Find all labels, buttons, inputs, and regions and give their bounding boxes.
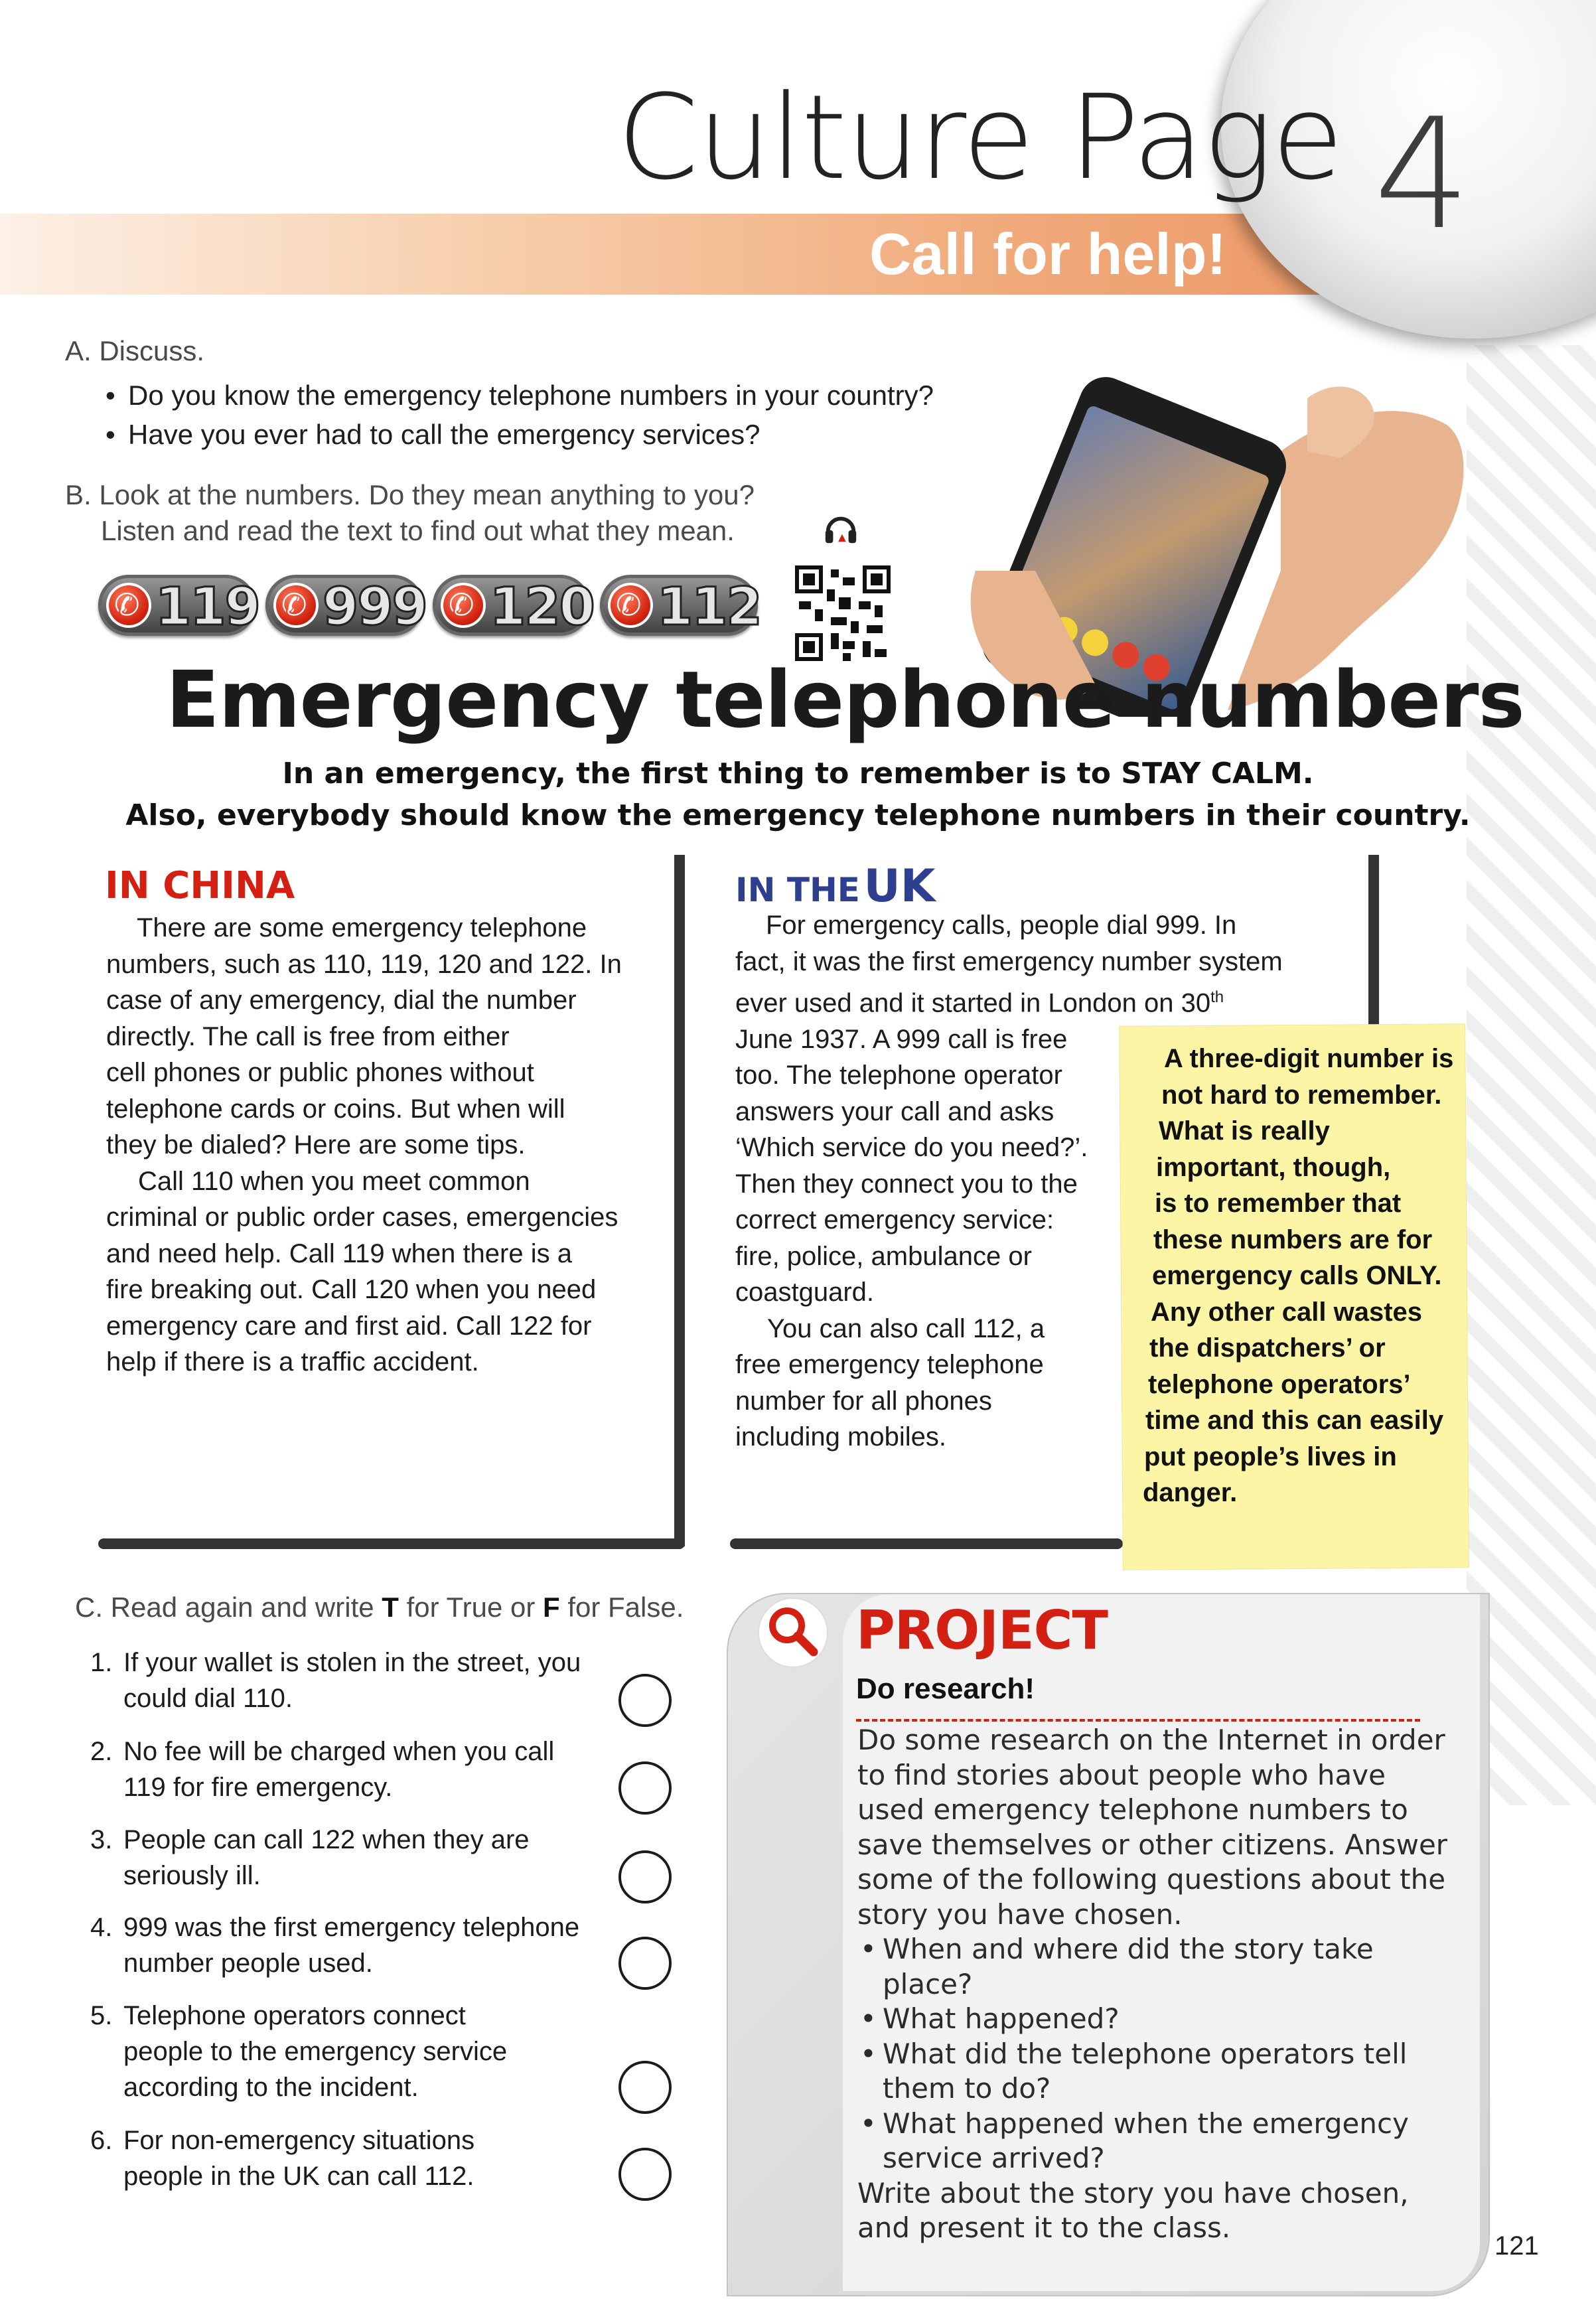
uk-heading-prefix: IN THE — [735, 871, 860, 909]
section-c-label-t: T — [382, 1592, 399, 1623]
project-question-text: place? — [883, 1967, 973, 2000]
note-line: not hard to remember. — [1161, 1080, 1442, 1110]
china-line: telephone cards or coins. But when will — [106, 1094, 565, 1124]
page-subtitle: Call for help! — [869, 221, 1226, 287]
uk-line: fire, police, ambulance or — [735, 1241, 1032, 1271]
answer-circle-4[interactable] — [618, 1937, 672, 1990]
page-title: Culture Page — [617, 70, 1342, 206]
china-line: There are some emergency telephone — [137, 913, 587, 942]
project-line: to find stories about people who have — [857, 1758, 1386, 1791]
china-line: directly. The call is free from either — [106, 1021, 510, 1051]
tf-item-6 — [90, 2123, 474, 2194]
uk-line: number for all phones — [735, 1386, 992, 1416]
tf-item-text: people in the UK can call 112. — [123, 2162, 474, 2191]
project-line: Write about the story you have chosen, — [857, 2176, 1409, 2209]
china-line: case of any emergency, dial the number — [106, 986, 577, 1015]
note-line: A three-digit number is — [1164, 1044, 1454, 1073]
tf-item-text: No fee will be charged when you call — [123, 1737, 555, 1766]
note-line: time and this can easily — [1145, 1406, 1444, 1435]
uk-line: You can also call 112, a — [767, 1313, 1045, 1343]
tf-item-text: If your wallet is stolen in the street, you — [123, 1648, 581, 1677]
note-line: these numbers are for — [1153, 1225, 1433, 1254]
tf-item-text: For non-emergency situations — [123, 2126, 475, 2155]
uk-line: coastguard. — [735, 1278, 875, 1307]
tf-item-2 — [90, 1734, 554, 1805]
project-line: story you have chosen. — [857, 1898, 1183, 1931]
china-line: help if there is a traffic accident. — [106, 1347, 479, 1377]
answer-circle-2[interactable] — [618, 1761, 672, 1815]
magnifier-icon — [757, 1596, 830, 1669]
number-999-pill — [265, 575, 427, 637]
answer-circle-5[interactable] — [618, 2061, 672, 2114]
china-line: numbers, such as 110, 119, 120 and 122. In — [106, 949, 622, 979]
project-body — [857, 1723, 1455, 2246]
china-line: and need help. Call 119 when there is a — [106, 1238, 572, 1268]
tf-item-text: could dial 110. — [123, 1684, 293, 1713]
uk-line: free emergency telephone — [735, 1350, 1044, 1380]
number-119-pill — [98, 575, 259, 637]
uk-line: June 1937. A 999 call is free — [735, 1024, 1068, 1054]
phone-icon — [441, 583, 486, 628]
number-label: 120 — [490, 577, 594, 637]
tf-item-text: number people used. — [123, 1949, 373, 1978]
china-line: fire breaking out. Call 120 when you need — [106, 1275, 597, 1304]
article-title: Emergency telephone numbers — [166, 654, 1524, 745]
project-question-text: What happened? — [883, 2002, 1120, 2035]
china-line: criminal or public order cases, emergencies — [106, 1203, 618, 1232]
uk-panel-shadow-bottom — [730, 1538, 1123, 1549]
section-c-label-post: for False. — [559, 1592, 684, 1623]
project-line: some of the following questions about the — [857, 1863, 1446, 1896]
tf-item-number: 6. — [90, 2126, 113, 2155]
project-question-text: What happened when the emergency — [883, 2107, 1409, 2140]
phone-icon — [608, 583, 653, 628]
tf-item-number: 2. — [90, 1737, 113, 1766]
section-c-label — [75, 1592, 684, 1623]
china-line: emergency care and first aid. Call 122 for — [106, 1311, 592, 1341]
uk-superscript: th — [1210, 988, 1224, 1006]
note-line: emergency calls ONLY. — [1152, 1261, 1442, 1290]
section-c-label-pre: C. Read again and write — [75, 1592, 382, 1623]
uk-line: fact, it was the first emergency number system — [735, 946, 1283, 976]
china-panel-shadow-bottom — [98, 1538, 685, 1549]
uk-line-text: ever used and it started in London on 30 — [735, 988, 1211, 1018]
project-question-text: them to do? — [883, 2072, 1051, 2105]
tf-item-number: 1. — [90, 1648, 113, 1677]
tf-item-text: according to the incident. — [123, 2073, 419, 2102]
project-question-4 — [857, 2107, 1455, 2176]
article-lead-1: In an emergency, the first thing to remember is to STAY CALM. — [282, 757, 1314, 790]
tf-item-text: 999 was the first emergency telephone — [123, 1913, 580, 1942]
note-line: telephone operators’ — [1148, 1369, 1411, 1399]
sticky-note-text — [1143, 1041, 1460, 1511]
project-question-1 — [857, 1932, 1455, 2002]
tf-item-text: People can call 122 when they are — [123, 1825, 530, 1854]
page-number: 121 — [1494, 2231, 1539, 2261]
qr-code-icon[interactable] — [795, 565, 891, 661]
uk-line: Then they connect you to the — [735, 1169, 1078, 1199]
uk-line: ‘Which service do you need?’. — [735, 1133, 1088, 1163]
project-question-2 — [857, 2002, 1455, 2037]
uk-line — [735, 980, 1372, 1021]
note-line: What is really — [1159, 1116, 1330, 1146]
uk-line: including mobiles. — [735, 1422, 946, 1452]
tf-item-number: 5. — [90, 2001, 113, 2030]
uk-line: For emergency calls, people dial 999. In — [766, 911, 1237, 940]
article-lead-2: Also, everybody should know the emergency telephone numbers in their country. — [125, 798, 1471, 832]
note-line: Any other call wastes — [1151, 1297, 1423, 1327]
project-question-3 — [857, 2037, 1455, 2107]
number-label: 999 — [323, 577, 427, 637]
china-heading: IN CHINA — [105, 864, 295, 907]
tf-item-1 — [90, 1645, 581, 1716]
unit-number: 4 — [1374, 86, 1471, 263]
tf-item-number: 4. — [90, 1913, 113, 1942]
project-line: used emergency telephone numbers to — [857, 1793, 1408, 1826]
project-divider — [856, 1719, 1420, 1722]
china-line: cell phones or public phones without — [106, 1058, 534, 1087]
project-line: and present it to the class. — [857, 2211, 1231, 2244]
phone-icon — [273, 583, 319, 628]
uk-line: too. The telephone operator — [735, 1061, 1062, 1090]
note-line: important, though, — [1156, 1152, 1391, 1182]
project-question-text: What did the telephone operators tell — [883, 2037, 1408, 2070]
number-112-pill — [600, 575, 761, 637]
number-label: 112 — [657, 577, 761, 637]
number-label: 119 — [155, 577, 259, 637]
answer-circle-1[interactable] — [618, 1674, 672, 1727]
phone-icon — [106, 583, 151, 628]
section-b-line-2: Listen and read the text to find out what they mean. — [101, 515, 735, 546]
answer-circle-3[interactable] — [618, 1850, 672, 1903]
uk-heading-main: UK — [863, 860, 936, 913]
uk-line: correct emergency service: — [735, 1205, 1054, 1235]
project-question-text: When and where did the story take — [883, 1933, 1374, 1965]
china-line: Call 110 when you meet common — [138, 1166, 530, 1196]
decorative-strip — [1467, 345, 1596, 1805]
note-line: danger. — [1143, 1478, 1238, 1507]
section-b-line-1: B. Look at the numbers. Do they mean anything to you? — [65, 479, 755, 510]
tf-item-5 — [90, 1998, 507, 2105]
project-line: save themselves or other citizens. Answer — [857, 1828, 1448, 1861]
china-body — [106, 910, 677, 1380]
headphones-icon[interactable] — [822, 510, 860, 548]
tf-item-text: 119 for fire emergency. — [123, 1773, 393, 1802]
tf-item-4 — [90, 1909, 579, 1981]
tf-item-text: Telephone operators connect — [123, 2001, 466, 2030]
uk-heading — [735, 860, 935, 913]
project-line: Do some research on the Internet in order — [857, 1724, 1445, 1756]
answer-circle-6[interactable] — [618, 2148, 672, 2201]
section-c-label-f: F — [543, 1592, 560, 1623]
section-a-bullet-2: • Have you ever had to call the emergency services? — [128, 419, 761, 451]
project-title: PROJECT — [856, 1600, 1108, 1661]
tf-item-3 — [90, 1822, 530, 1894]
project-subtitle: Do research! — [856, 1673, 1035, 1705]
uk-line: answers your call and asks — [735, 1096, 1054, 1126]
section-a-bullet-1: • Do you know the emergency telephone numbers in your country? — [128, 380, 934, 411]
note-line: is to remember that — [1155, 1189, 1402, 1218]
china-line: they be dialed? Here are some tips. — [106, 1130, 526, 1159]
tf-item-text: seriously ill. — [123, 1861, 261, 1890]
note-line: put people’s lives in — [1144, 1442, 1397, 1471]
project-question-text: service arrived? — [883, 2142, 1105, 2174]
section-c-label-mid: for True or — [398, 1592, 544, 1623]
tf-item-number: 3. — [90, 1825, 113, 1854]
note-line: the dispatchers’ or — [1149, 1333, 1386, 1363]
tf-item-text: people to the emergency service — [123, 2037, 508, 2066]
section-a-label: A. Discuss. — [65, 335, 205, 366]
number-120-pill — [433, 575, 594, 637]
